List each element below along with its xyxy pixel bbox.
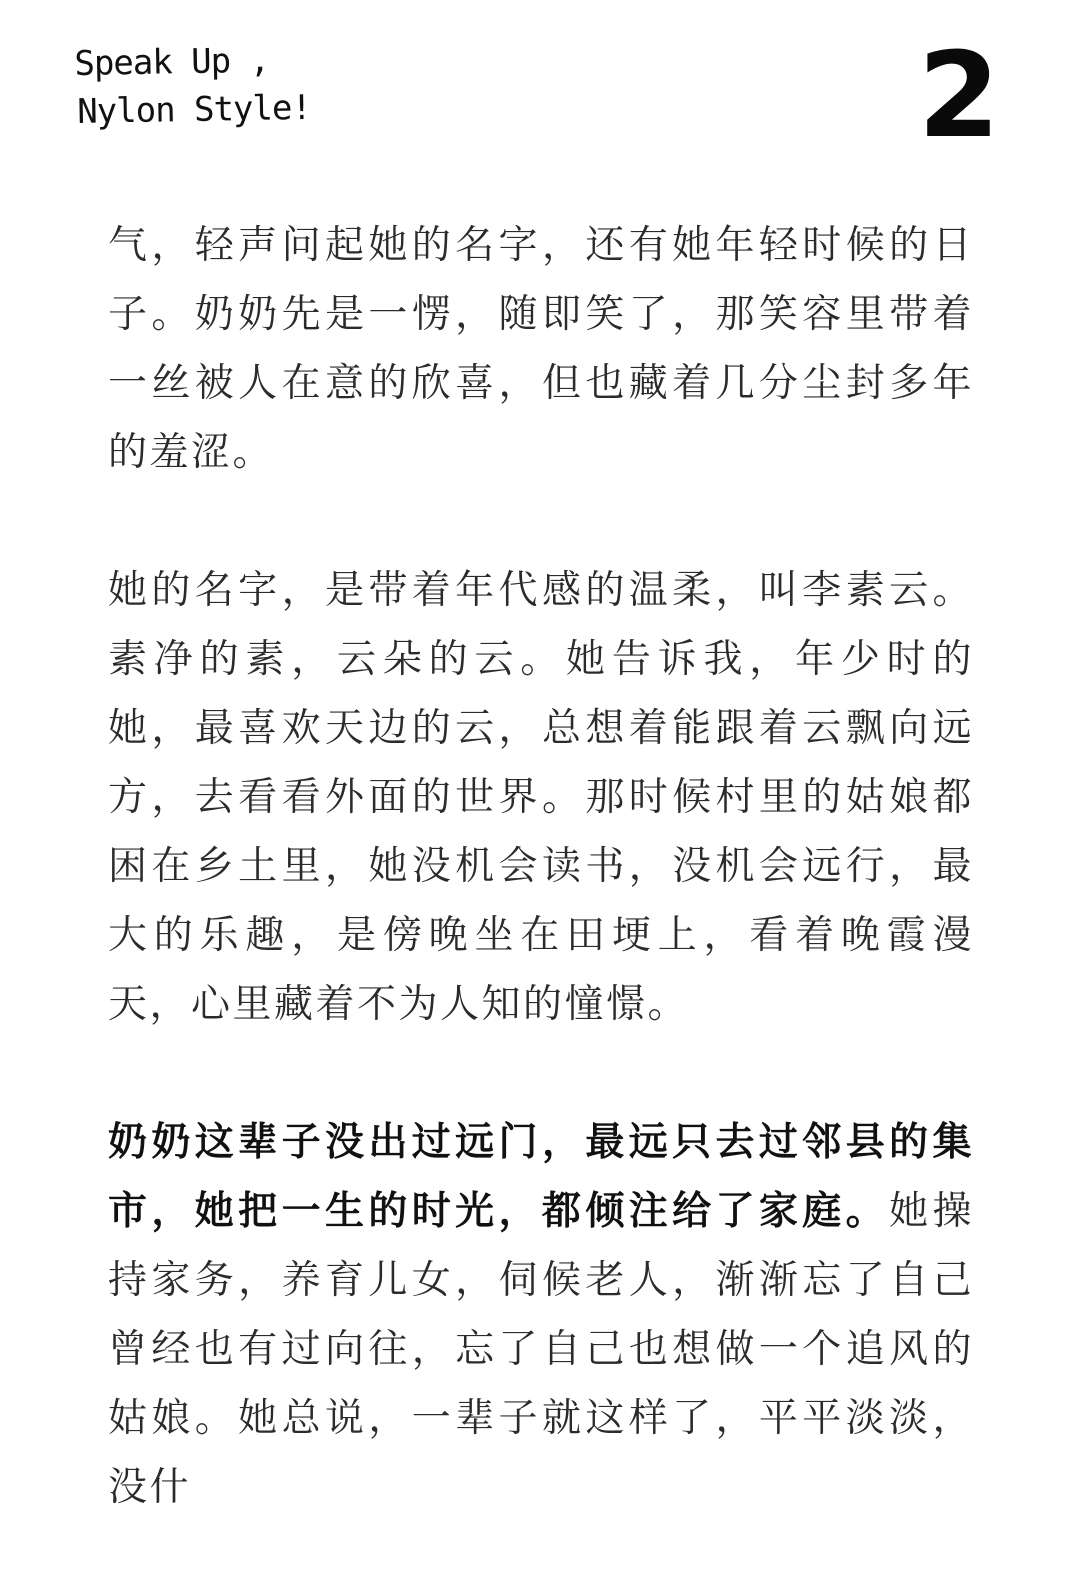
paragraph-3-text: 她操持家务，养育儿女，伺候老人，渐渐忘了自己曾经也有过向往，忘了自己也想做一个追风的姑娘。她总说，一辈子就这样了，平平淡淡，没什 (108, 1189, 974, 1510)
page-header (0, 0, 1080, 170)
paragraph-3-emphasis: 奶奶这辈子没出过远门，最远只去过邻县的集市，她把一生的时光，都倾注给了家庭。 (108, 1120, 974, 1234)
brand-line-2: Nylon Style! (76, 87, 312, 132)
paragraph-3 (108, 1108, 974, 1522)
paragraph-2-text: 她的名字，是带着年代感的温柔，叫李素云。素净的素，云朵的云。她告诉我，年少时的她，最喜欢天边的云，总想着能跟着云飘向远方，去看看外面的世界。那时候村里的姑娘都困在乡土里，她没机会读书，没机会远行，最大的乐趣，是傍晚坐在田埂上，看着晚霞漫天，心里藏着不为人知的憧憬。 (108, 568, 974, 1027)
brand-line-1: Speak Up , (74, 40, 270, 84)
article-body (108, 211, 974, 1591)
brand-logo (74, 35, 376, 136)
paragraph-2 (108, 556, 974, 1039)
paragraph-1-text: 气，轻声问起她的名字，还有她年轻时候的日子。奶奶先是一愣，随即笑了，那笑容里带着一丝被人在意的欣喜，但也藏着几分尘封多年的羞涩。 (108, 223, 974, 475)
page-number: 2 (917, 26, 1000, 164)
paragraph-1 (108, 211, 974, 487)
